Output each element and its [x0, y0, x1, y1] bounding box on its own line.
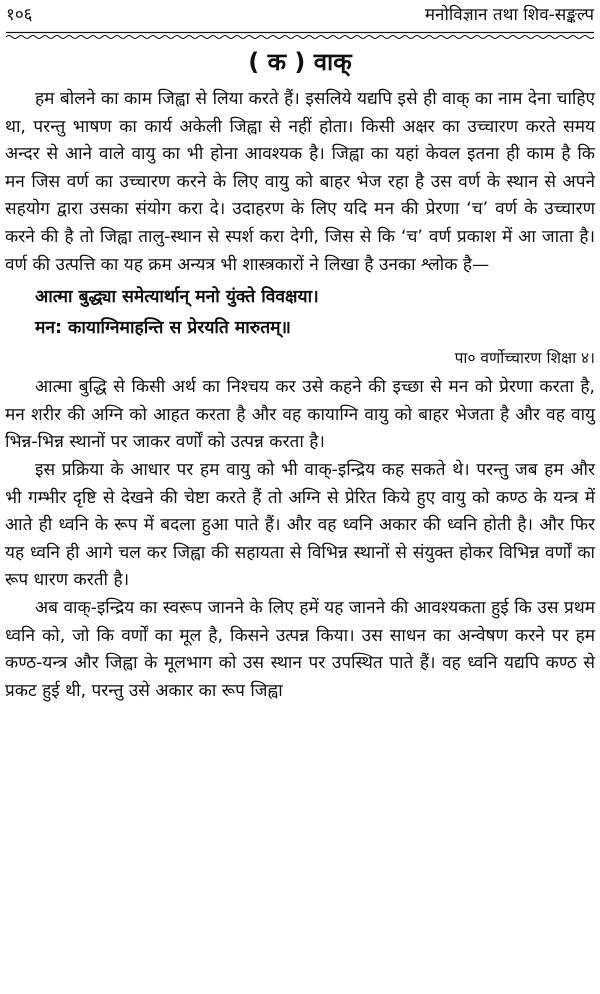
paragraph: अब वाक्-इन्द्रिय का स्वरूप जानने के लिए हमें यह जानने की आवश्यकता हुई कि उस प्रथम ध्वनि को, जो कि वर्णों का मूल है, किसने उत्पन्न किया। उस साधन का अन्वेषण करने पर हम कण्ठ-यन्त्र और जिह्वा के मूलभाग को उस स्थान पर उपस्थित पाते हैं। वह ध्वनि यद्यपि कण्ठ से प्रकट हुई थी, परन्तु उसे अकार का रूप जिह्वा	[5, 597, 595, 701]
paragraph: आत्मा बुद्धि से किसी अर्थ का निश्चय कर उसे कहने की इच्छा से मन को प्रेरणा करता है, मन शरीर की अग्नि को आहत करता है और वह कायाग्नि वायु को बाहर भेजता है और वह वायु भिन्न-भिन्न स्थानों पर जाकर वर्णों को उत्पन्न करता है।	[5, 377, 595, 453]
verse-line-2: मन: कायाग्निमाहन्ति स प्रेरयति मारुतम्॥	[35, 318, 291, 339]
paragraph: इस प्रक्रिया के आधार पर हम वायु को भी वाक्-इन्द्रिय कह सकते थे। परन्तु जब हम और भी गम्भीर दृष्टि से देखने की चेष्टा करते हैं तो अग्नि से प्रेरित किये हुए वायु को कण्ठ के यन्त्र में आते ही ध्वनि के रूप में बदला हुआ पाते हैं। और वह ध्वनि अकार की ध्वनि होती है। और फिर यह ध्वनि ही आगे चल कर जिह्वा की सहायता से विभिन्न स्थानों से संयुक्त होकर विभिन्न वर्णों का रूप धारण करती है।	[5, 459, 595, 591]
verse-line-1: आत्मा बुद्ध्या समेत्यार्थान् मनो युंक्ते विवक्षया।	[35, 287, 319, 308]
page-number: १०६	[6, 5, 33, 25]
header-divider	[6, 30, 594, 40]
verse-citation: पा० वर्णोच्चारण शिक्षा ४।	[454, 349, 595, 368]
paragraph: हम बोलने का काम जिह्वा से लिया करते हैं। इसलिये यद्यपि इसे ही वाक् का नाम देना चाहिए था, परन्तु भाषण का कार्य अकेली जिह्वा से नहीं होता। किसी अक्षर का उच्चारण करते समय अन्दर से आने वाले वायु का भी होना आवश्यक है। जिह्वा का यहां केवल इतना ही काम है कि मन जिस वर्ण का उच्चारण करने के लिए वायु को बाहर भेज रहा है उस वर्ण के स्थान से अपने सहयोग द्वारा उसका संयोग करा दे। उदाहरण के लिए यदि मन की प्रेरणा ‘च’ वर्ण के उच्चारण करने की है तो जिह्वा तालु-स्थान से स्पर्श करा देगी, जिस से कि ‘च’ वर्ण प्रकाश में आ जाता है। वर्ण की उत्पत्ति का यह क्रम अन्यत्र भी शास्त्रकारों ने लिखा है उनका श्लोक है—	[5, 89, 595, 275]
running-title: मनोविज्ञान तथा शिव-सङ्कल्प	[424, 5, 594, 25]
body-text	[5, 86, 595, 705]
section-heading: ( क ) वाक्	[248, 48, 352, 76]
sanskrit-verse	[5, 282, 595, 344]
page-header	[6, 2, 594, 30]
